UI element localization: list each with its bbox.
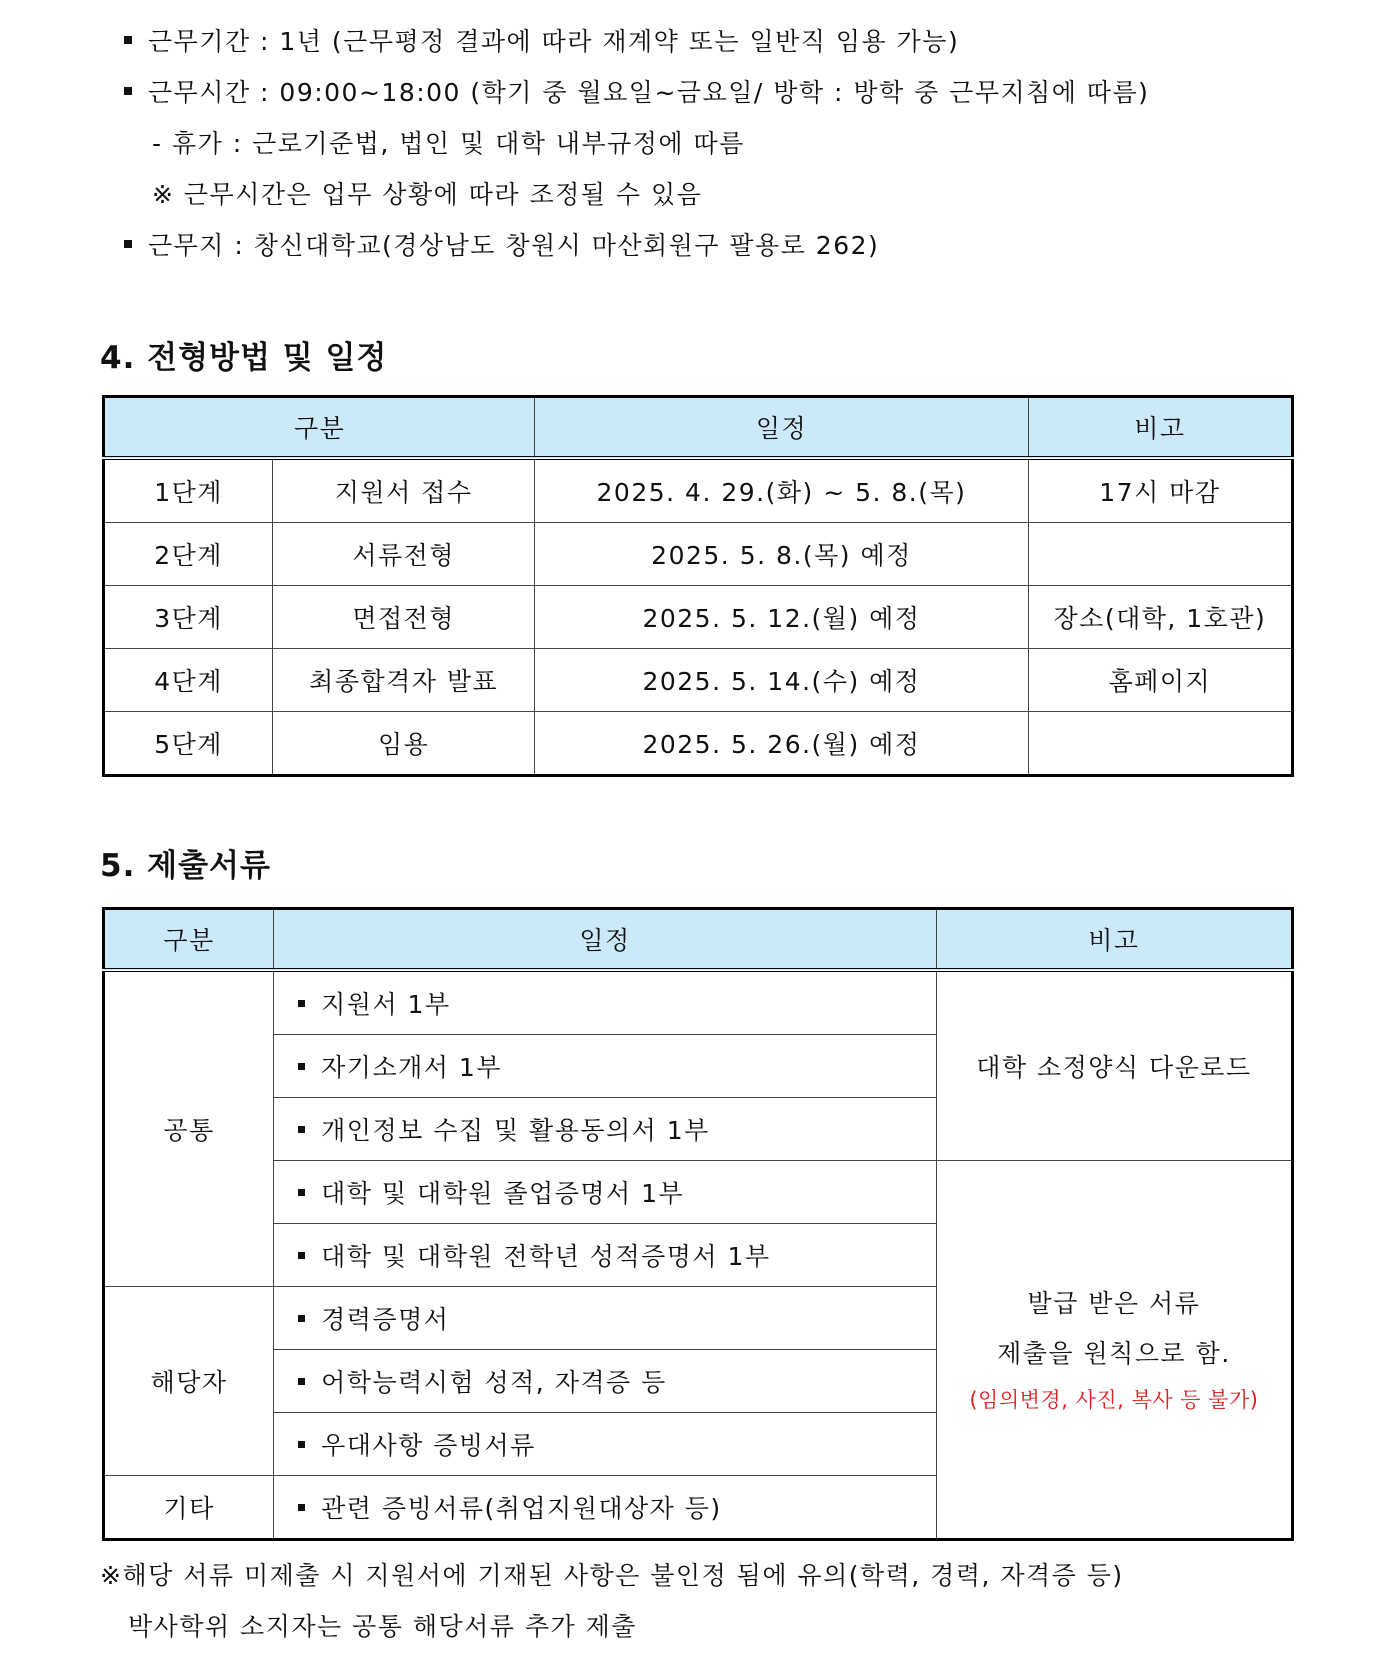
header-schedule: 일정 — [535, 397, 1029, 459]
schedule-cell: 2025. 5. 8.(목) 예정 — [535, 523, 1029, 586]
bullet-square-icon — [298, 1000, 305, 1007]
required-documents-table — [102, 907, 1294, 1541]
footnote-phd: 박사학위 소지자는 공통 해당서류 추가 제출 — [128, 1612, 637, 1641]
table-row — [104, 970, 1293, 1035]
bullet-square-icon — [298, 1126, 305, 1133]
footnote-warning: ※해당 서류 미제출 시 지원서에 기재된 사항은 불인정 됨에 유의(학력, 경력, 자격증 등) — [100, 1561, 1124, 1590]
stage-cell: 1단계 — [104, 458, 273, 523]
note-cell — [1028, 712, 1292, 776]
doc-item: 경력증명서 — [274, 1287, 937, 1350]
bullet-square-icon — [298, 1252, 305, 1259]
condition-hours-note: ※ 근무시간은 업무 상황에 따라 조정될 수 있음 — [152, 180, 703, 209]
doc-item: 개인정보 수집 및 활용동의서 1부 — [274, 1098, 937, 1161]
bullet-square-icon — [298, 1504, 305, 1511]
header-schedule: 일정 — [274, 909, 937, 971]
selection-schedule-table — [102, 395, 1294, 777]
doc-item: 우대사항 증빙서류 — [274, 1413, 937, 1476]
employment-conditions — [124, 20, 1364, 275]
stage-cell: 2단계 — [104, 523, 273, 586]
schedule-cell: 2025. 4. 29.(화) ~ 5. 8.(목) — [535, 458, 1029, 523]
bullet-square-icon — [124, 240, 132, 248]
header-category: 구분 — [104, 397, 535, 459]
condition-location: 근무지 : 창신대학교(경상남도 창원시 마산회원구 팔용로 262) — [124, 224, 1364, 275]
note-cell: 17시 마감 — [1028, 458, 1292, 523]
bullet-square-icon — [298, 1315, 305, 1322]
item-cell: 면접전형 — [273, 586, 535, 649]
doc-item: 대학 및 대학원 전학년 성적증명서 1부 — [274, 1224, 937, 1287]
doc-item: 대학 및 대학원 졸업증명서 1부 — [274, 1161, 937, 1224]
table-header-row — [104, 397, 1293, 459]
bullet-square-icon — [298, 1441, 305, 1448]
stage-cell: 5단계 — [104, 712, 273, 776]
note-issued-warning: (임의변경, 사진, 복사 등 불가) — [969, 1387, 1259, 1412]
item-cell: 최종합격자 발표 — [273, 649, 535, 712]
doc-item: 관련 증빙서류(취업지원대상자 등) — [274, 1476, 937, 1540]
table-row — [104, 649, 1293, 712]
note-issued-line1: 발급 받은 서류 — [1027, 1288, 1201, 1318]
header-category: 구분 — [104, 909, 274, 971]
bullet-square-icon — [298, 1189, 305, 1196]
schedule-cell: 2025. 5. 14.(수) 예정 — [535, 649, 1029, 712]
bullet-square-icon — [298, 1063, 305, 1070]
item-cell: 지원서 접수 — [273, 458, 535, 523]
schedule-cell: 2025. 5. 12.(월) 예정 — [535, 586, 1029, 649]
condition-period: 근무기간 : 1년 (근무평정 결과에 따라 재계약 또는 일반직 임용 가능) — [124, 20, 1364, 71]
section-5-title: 5. 제출서류 — [100, 848, 271, 884]
group-other: 기타 — [104, 1476, 274, 1540]
note-issued-line2: 제출을 원칙으로 함. — [997, 1338, 1231, 1368]
table-row — [104, 586, 1293, 649]
bullet-square-icon — [124, 36, 132, 44]
note-cell — [1028, 523, 1292, 586]
table-row — [104, 1161, 1293, 1224]
table-header-row — [104, 909, 1293, 971]
note-cell: 장소(대학, 1호관) — [1028, 586, 1292, 649]
section-4-title: 4. 전형방법 및 일정 — [100, 340, 388, 376]
item-cell: 임용 — [273, 712, 535, 776]
table-row — [104, 458, 1293, 523]
condition-hours: 근무시간 : 09:00~18:00 (학기 중 월요일~금요일/ 방학 : 방학 중 근무지침에 따름) — [124, 71, 1364, 122]
bullet-square-icon — [298, 1378, 305, 1385]
table-row — [104, 523, 1293, 586]
doc-item: 지원서 1부 — [274, 970, 937, 1035]
footnotes — [100, 1554, 1360, 1656]
note-issued-documents — [936, 1161, 1292, 1540]
stage-cell: 3단계 — [104, 586, 273, 649]
bullet-square-icon — [124, 87, 132, 95]
group-common: 공통 — [104, 970, 274, 1287]
doc-item: 어학능력시험 성적, 자격증 등 — [274, 1350, 937, 1413]
note-form-download: 대학 소정양식 다운로드 — [936, 970, 1292, 1161]
schedule-cell: 2025. 5. 26.(월) 예정 — [535, 712, 1029, 776]
group-applicable: 해당자 — [104, 1287, 274, 1476]
table-row — [104, 712, 1293, 776]
stage-cell: 4단계 — [104, 649, 273, 712]
item-cell: 서류전형 — [273, 523, 535, 586]
condition-vacation: - 휴가 : 근로기준법, 법인 및 대학 내부규정에 따름 — [152, 129, 745, 158]
header-note: 비고 — [1028, 397, 1292, 459]
header-note: 비고 — [936, 909, 1292, 971]
doc-item: 자기소개서 1부 — [274, 1035, 937, 1098]
note-cell: 홈페이지 — [1028, 649, 1292, 712]
